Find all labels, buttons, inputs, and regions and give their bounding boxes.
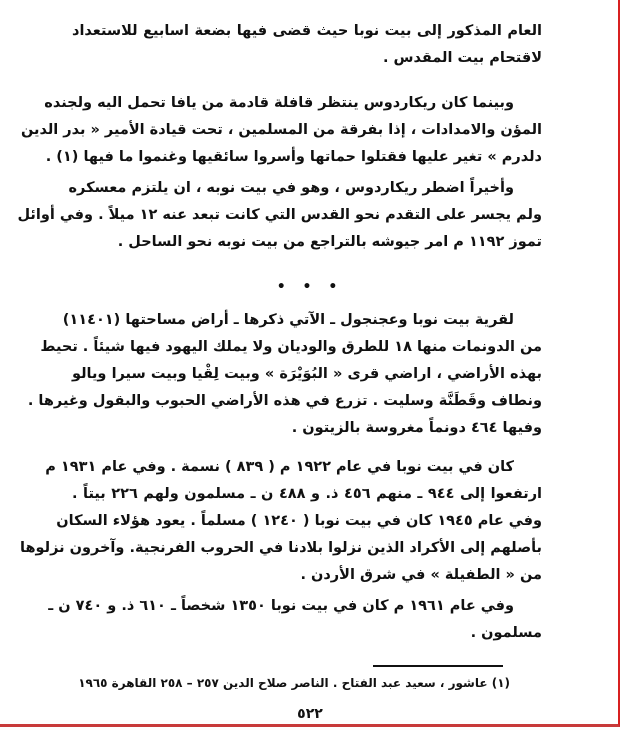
text-line: تموز ١١٩٢ م امر جيوشه بالتراجع من بيت نوبه نحو الساحل . — [117, 234, 542, 250]
text-line: لاقتحام بيت المقدس . — [382, 50, 542, 66]
text-line: وفيها ٤٦٤ دونماً مغروسة بالزيتون . — [291, 420, 542, 436]
text-line: كان في بيت نوبا في عام ١٩٢٢ م ( ٨٣٩ ) نسمة . وفي عام ١٩٣١ م — [45, 459, 514, 475]
section-separator: • • • — [276, 279, 344, 295]
text-line: ولم يجسر على التقدم نحو القدس التي كانت تبعد عنه ١٢ ميلاً . وفي أوائل — [17, 207, 542, 223]
text-line: دلدرم » تغير عليها فقتلوا حماتها وأسروا سائقيها وغنموا ما فيها (١) . — [45, 149, 542, 165]
footnote: (١) عاشور ، سعيد عبد الفتاح . الناصر صلاح الدين ٢٥٧ – ٢٥٨ القاهرة ١٩٦٥ — [78, 676, 510, 690]
text-line: لقرية بيت نوبا وعجنجول ـ الآتي ذكرها ـ أراض مساحتها (١١٤٠١) — [62, 312, 514, 328]
text-line: بهذه الأراضي ، اراضي قرى « البُوَيْرَة » وبيت لِقْيا وبيت سيرا ويالو — [72, 366, 542, 382]
text-line: وأخيراً اضطر ريكاردوس ، وهو في بيت نوبه ، ان يلتزم معسكره — [68, 180, 514, 196]
text-line: مسلمون . — [470, 625, 542, 641]
text-line: من « الطفيلة » في شرق الأردن . — [300, 567, 542, 583]
text-line: وبينما كان ريكاردوس ينتظر قافلة قادمة من يافا تحمل اليه ولجنده — [44, 95, 514, 111]
text-line: وفي عام ١٩٤٥ كان في بيت نوبا ( ١٢٤٠ ) مسلماً . يعود هؤلاء السكان — [56, 513, 542, 529]
text-line: ارتفعوا إلى ٩٤٤ ـ منهم ٤٥٦ ذ. و ٤٨٨ ن ـ مسلمون ولهم ٢٢٦ بيتاً . — [72, 486, 543, 502]
text-line: ونطاف وقَطَنَّة وسليت . تزرع في هذه الأراضي الحبوب والبقول وغيرها . — [27, 393, 542, 409]
page-number: ٥٢٢ — [297, 706, 323, 722]
text-line: بأصلهم إلى الأكراد الذين نزلوا بلادنا في الحروب الفرنجية. وآخرون نزلوها — [20, 540, 542, 556]
text-line: وفي عام ١٩٦١ م كان في بيت نوبا ١٣٥٠ شخصاً ـ ٦١٠ ذ. و ٧٤٠ ن ـ — [48, 598, 514, 614]
text-line: العام المذكور إلى بيت نوبا حيث قضى فيها بضعة اسابيع للاستعداد — [72, 23, 542, 39]
footnote-divider — [373, 665, 503, 667]
text-line: من الدونمات منها ١٨ للطرق والوديان ولا يملك اليهود فيها شيئاً . تحيط — [40, 339, 542, 355]
text-line: المؤن والامدادات ، إذا بفرقة من المسلمين ، تحت قيادة الأمير « بدر الدين — [20, 122, 542, 138]
